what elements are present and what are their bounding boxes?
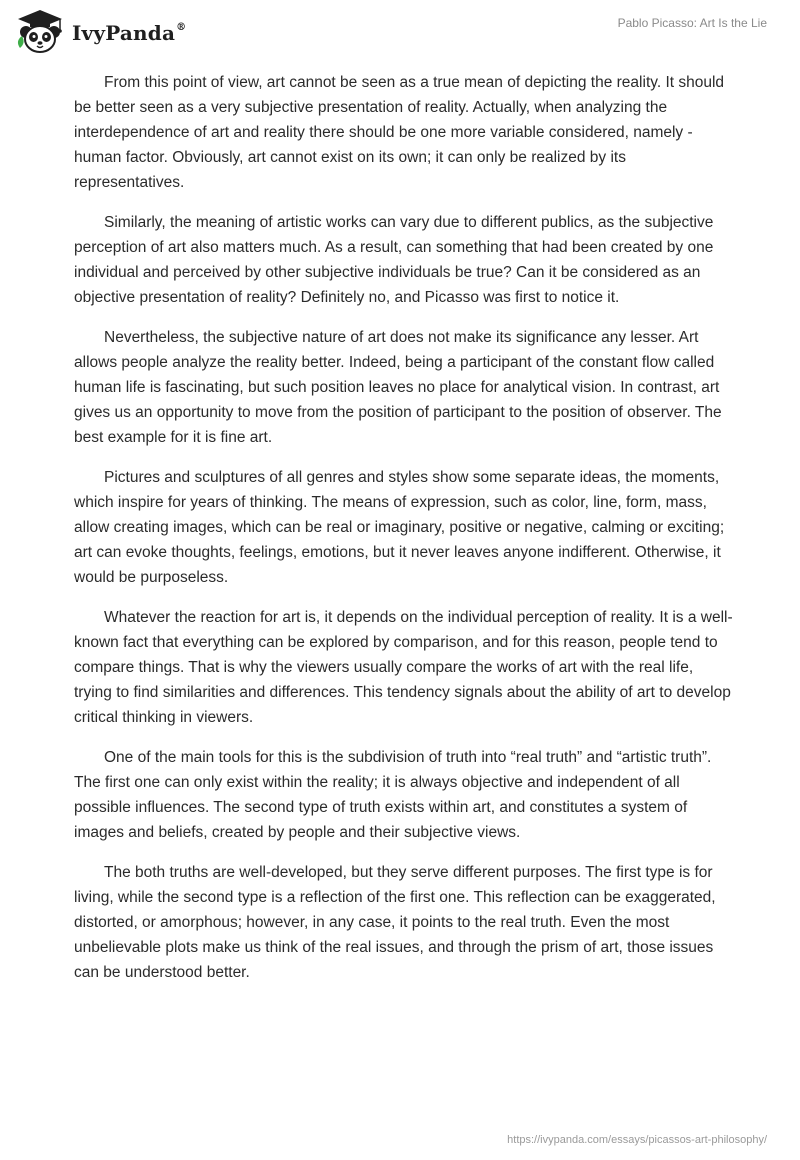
ivypanda-logo[interactable]: [14, 8, 186, 54]
paragraph: Similarly, the meaning of artistic works can vary due to different publics, as the subjective perception of art also matters much. As a result, can something that had been created by one individual and perceived by other subjective individuals be true? Can it be considered as an objective presentation of reality? Definitely no, and Picasso was first to notice it.: [74, 214, 714, 306]
paragraph: One of the main tools for this is the subdivision of truth into “real truth” and “artistic truth”. The first one can only exist within the reality; it is always objective and independent of all possible influences. The second type of truth exists within art, and constitutes a system of images and beliefs, created by people and their subjective views.: [74, 749, 712, 841]
document-title: Pablo Picasso: Art Is the Lie: [617, 16, 767, 30]
source-url-link[interactable]: https://ivypanda.com/essays/picassos-art-philosophy/: [507, 1134, 767, 1146]
brand-name: IvyPanda®: [72, 21, 187, 45]
essay-body: [74, 70, 734, 1000]
paragraph: Whatever the reaction for art is, it depends on the individual perception of reality. It is a well-known fact that everything can be explored by comparison, and for this reason, people tend to compare things. That is why the viewers usually compare the works of art with the real life, trying to find similarities and differences. This tendency signals about the ability of art to develop critical thinking in viewers.: [74, 609, 733, 726]
paragraph: From this point of view, art cannot be seen as a true mean of depicting the reality. It should be better seen as a very subjective presentation of reality. Actually, when analyzing the interdependence of art and reality there should be one more variable considered, namely - human factor. Obviously, art cannot exist on its own; it can only be realized by its representatives.: [74, 74, 725, 191]
page-header: [0, 0, 800, 60]
paragraph: Pictures and sculptures of all genres and styles show some separate ideas, the moments, which inspire for years of thinking. The means of expression, such as color, line, form, mass, allow creating images, which can be real or imaginary, positive or negative, calming or exciting; art can evoke thoughts, feelings, emotions, but it never leaves anyone indifferent. Otherwise, it would be purposeless.: [74, 469, 725, 586]
panda-graduate-icon: [14, 8, 66, 54]
paragraph: Nevertheless, the subjective nature of art does not make its significance any lesser. Art allows people analyze the reality better. Indeed, being a participant of the constant flow called human life is fascinating, but such position leaves no place for analytical vision. In contrast, art gives us an opportunity to move from the position of participant to the position of observer. The best example for it is fine art.: [74, 329, 722, 446]
paragraph: The both truths are well-developed, but they serve different purposes. The first type is for living, while the second type is a reflection of the first one. This reflection can be exaggerated, distorted, or amorphous; however, in any case, it points to the real truth. Even the most unbelievable plots make us think of the real issues, and through the prism of art, those issues can be understood better.: [74, 864, 716, 981]
